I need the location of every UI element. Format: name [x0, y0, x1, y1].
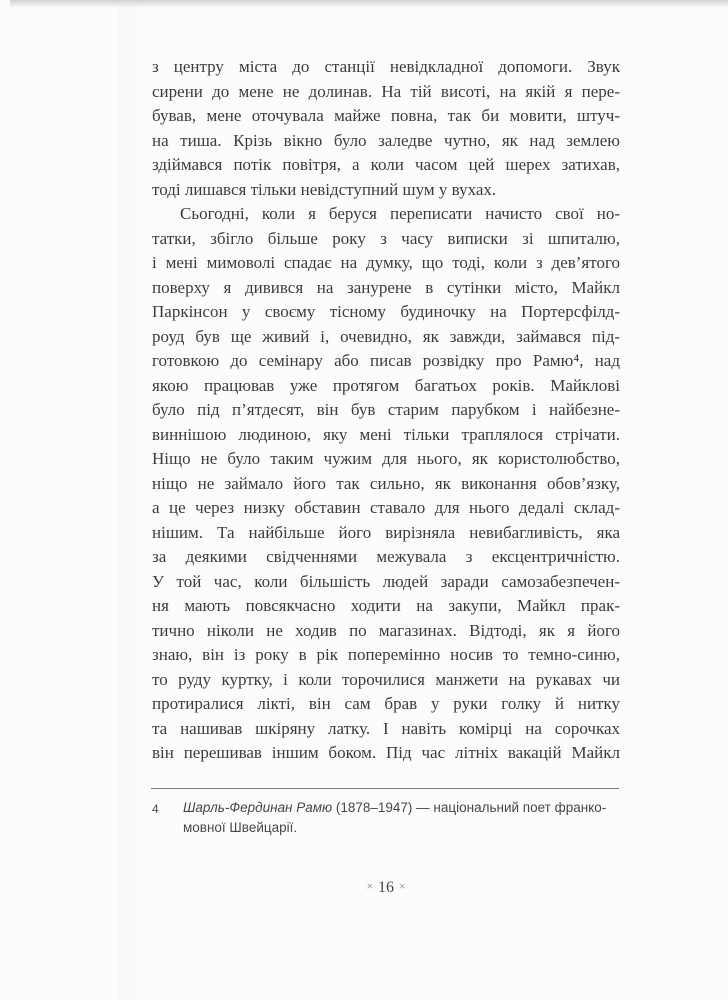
body-line: знаю, він із року в рік поперемінно носив то темно-синю,	[152, 645, 620, 664]
body-line: протиралися лікті, він сам брав у руки голку й нитку	[152, 694, 620, 713]
body-line: з центру міста до станції невідкладної допомоги. Звук	[152, 57, 620, 76]
body-line: за деякими свідченнями межувала з ексцентричністю.	[152, 547, 620, 566]
page-number-left-ornament: ×	[366, 881, 373, 893]
body-line: то руду куртку, і коли торочилися манжети на рукавах чи	[152, 669, 620, 689]
body-line: У той час, коли більшість людей заради самозабезпечен-	[152, 571, 620, 591]
body-line: роуд був ще живий і, очевидно, як завжди, займався під-	[152, 326, 620, 346]
body-line: виннішою людиною, яку мені тільки траплялося стрічати.	[152, 424, 620, 444]
body-line: татки, збігло більше року з часу виписки зі шпиталю,	[152, 228, 620, 248]
body-line: тично ніколи не ходив по магазинах. Відтоді, як я його	[152, 620, 620, 640]
body-line: і мені мимоволі спадає на думку, що тоді, коли з дев’ятого	[152, 253, 620, 272]
body-line: якою працював уже протягом багатьох років. Майклові	[152, 375, 620, 395]
body-line: та нашивав шкіряну латку. І навіть комірці на сорочках	[152, 718, 620, 738]
page-number	[152, 878, 620, 899]
body-text	[152, 55, 620, 766]
page-gutter-shadow	[118, 0, 148, 1000]
footnote-person-name: Шарль-Фердинан Рамю	[183, 800, 333, 815]
body-line: ніщо не займало його так сильно, як виконання обов’язку,	[152, 473, 620, 493]
body-line: готовкою до семінару або писав розвідку про Рамю⁴, над	[152, 351, 620, 370]
body-line: сирени до мене не долинав. На тій висоті, на якій я пере-	[152, 81, 620, 101]
body-line: поверху я дивився на занурене в сутінки місто, Майкл	[152, 277, 620, 297]
body-line: ня мають повсякчасно ходити на закупи, Майкл прак-	[152, 596, 620, 615]
body-line: на тиша. Крізь вікно було заледве чутно, як над землею	[152, 130, 620, 150]
footnote-rest: (1878–1947) — національний поет франко-мовної Швейцарії.	[183, 800, 607, 835]
body-line: Ніщо не було таким чужим для нього, як користолюбство,	[152, 449, 620, 468]
body-line: Сьогодні, коли я беруся переписати начисто свої но-	[180, 204, 620, 223]
footnote-divider	[151, 788, 619, 789]
footnote-marker: 4	[152, 802, 159, 816]
body-line: нішим. Та найбільше його вирізняла невибагливість, яка	[152, 522, 620, 542]
body-line: було під п’ятдесят, він був старим парубком і найбезне-	[152, 400, 620, 419]
body-line: здіймався потік повітря, а коли часом цей шерех затихав,	[152, 155, 620, 174]
body-line: Паркінсон у своєму тісному будиночку на Портерсфілд-	[152, 302, 620, 321]
body-line: а це через низку обставин ставало для нього дедалі склад-	[152, 498, 620, 517]
page-number-value: 16	[378, 879, 394, 896]
page-number-right-ornament: ×	[399, 881, 406, 893]
footnote-text	[183, 798, 620, 838]
body-line: тоді лишався тільки невідступний шум у вухах.	[152, 179, 497, 199]
body-line: бував, мене оточувала майже повна, так би мовити, штуч-	[152, 106, 620, 125]
body-line: він перешивав іншим боком. Під час літніх вакацій Майкл	[152, 743, 620, 762]
footnote	[152, 798, 620, 838]
